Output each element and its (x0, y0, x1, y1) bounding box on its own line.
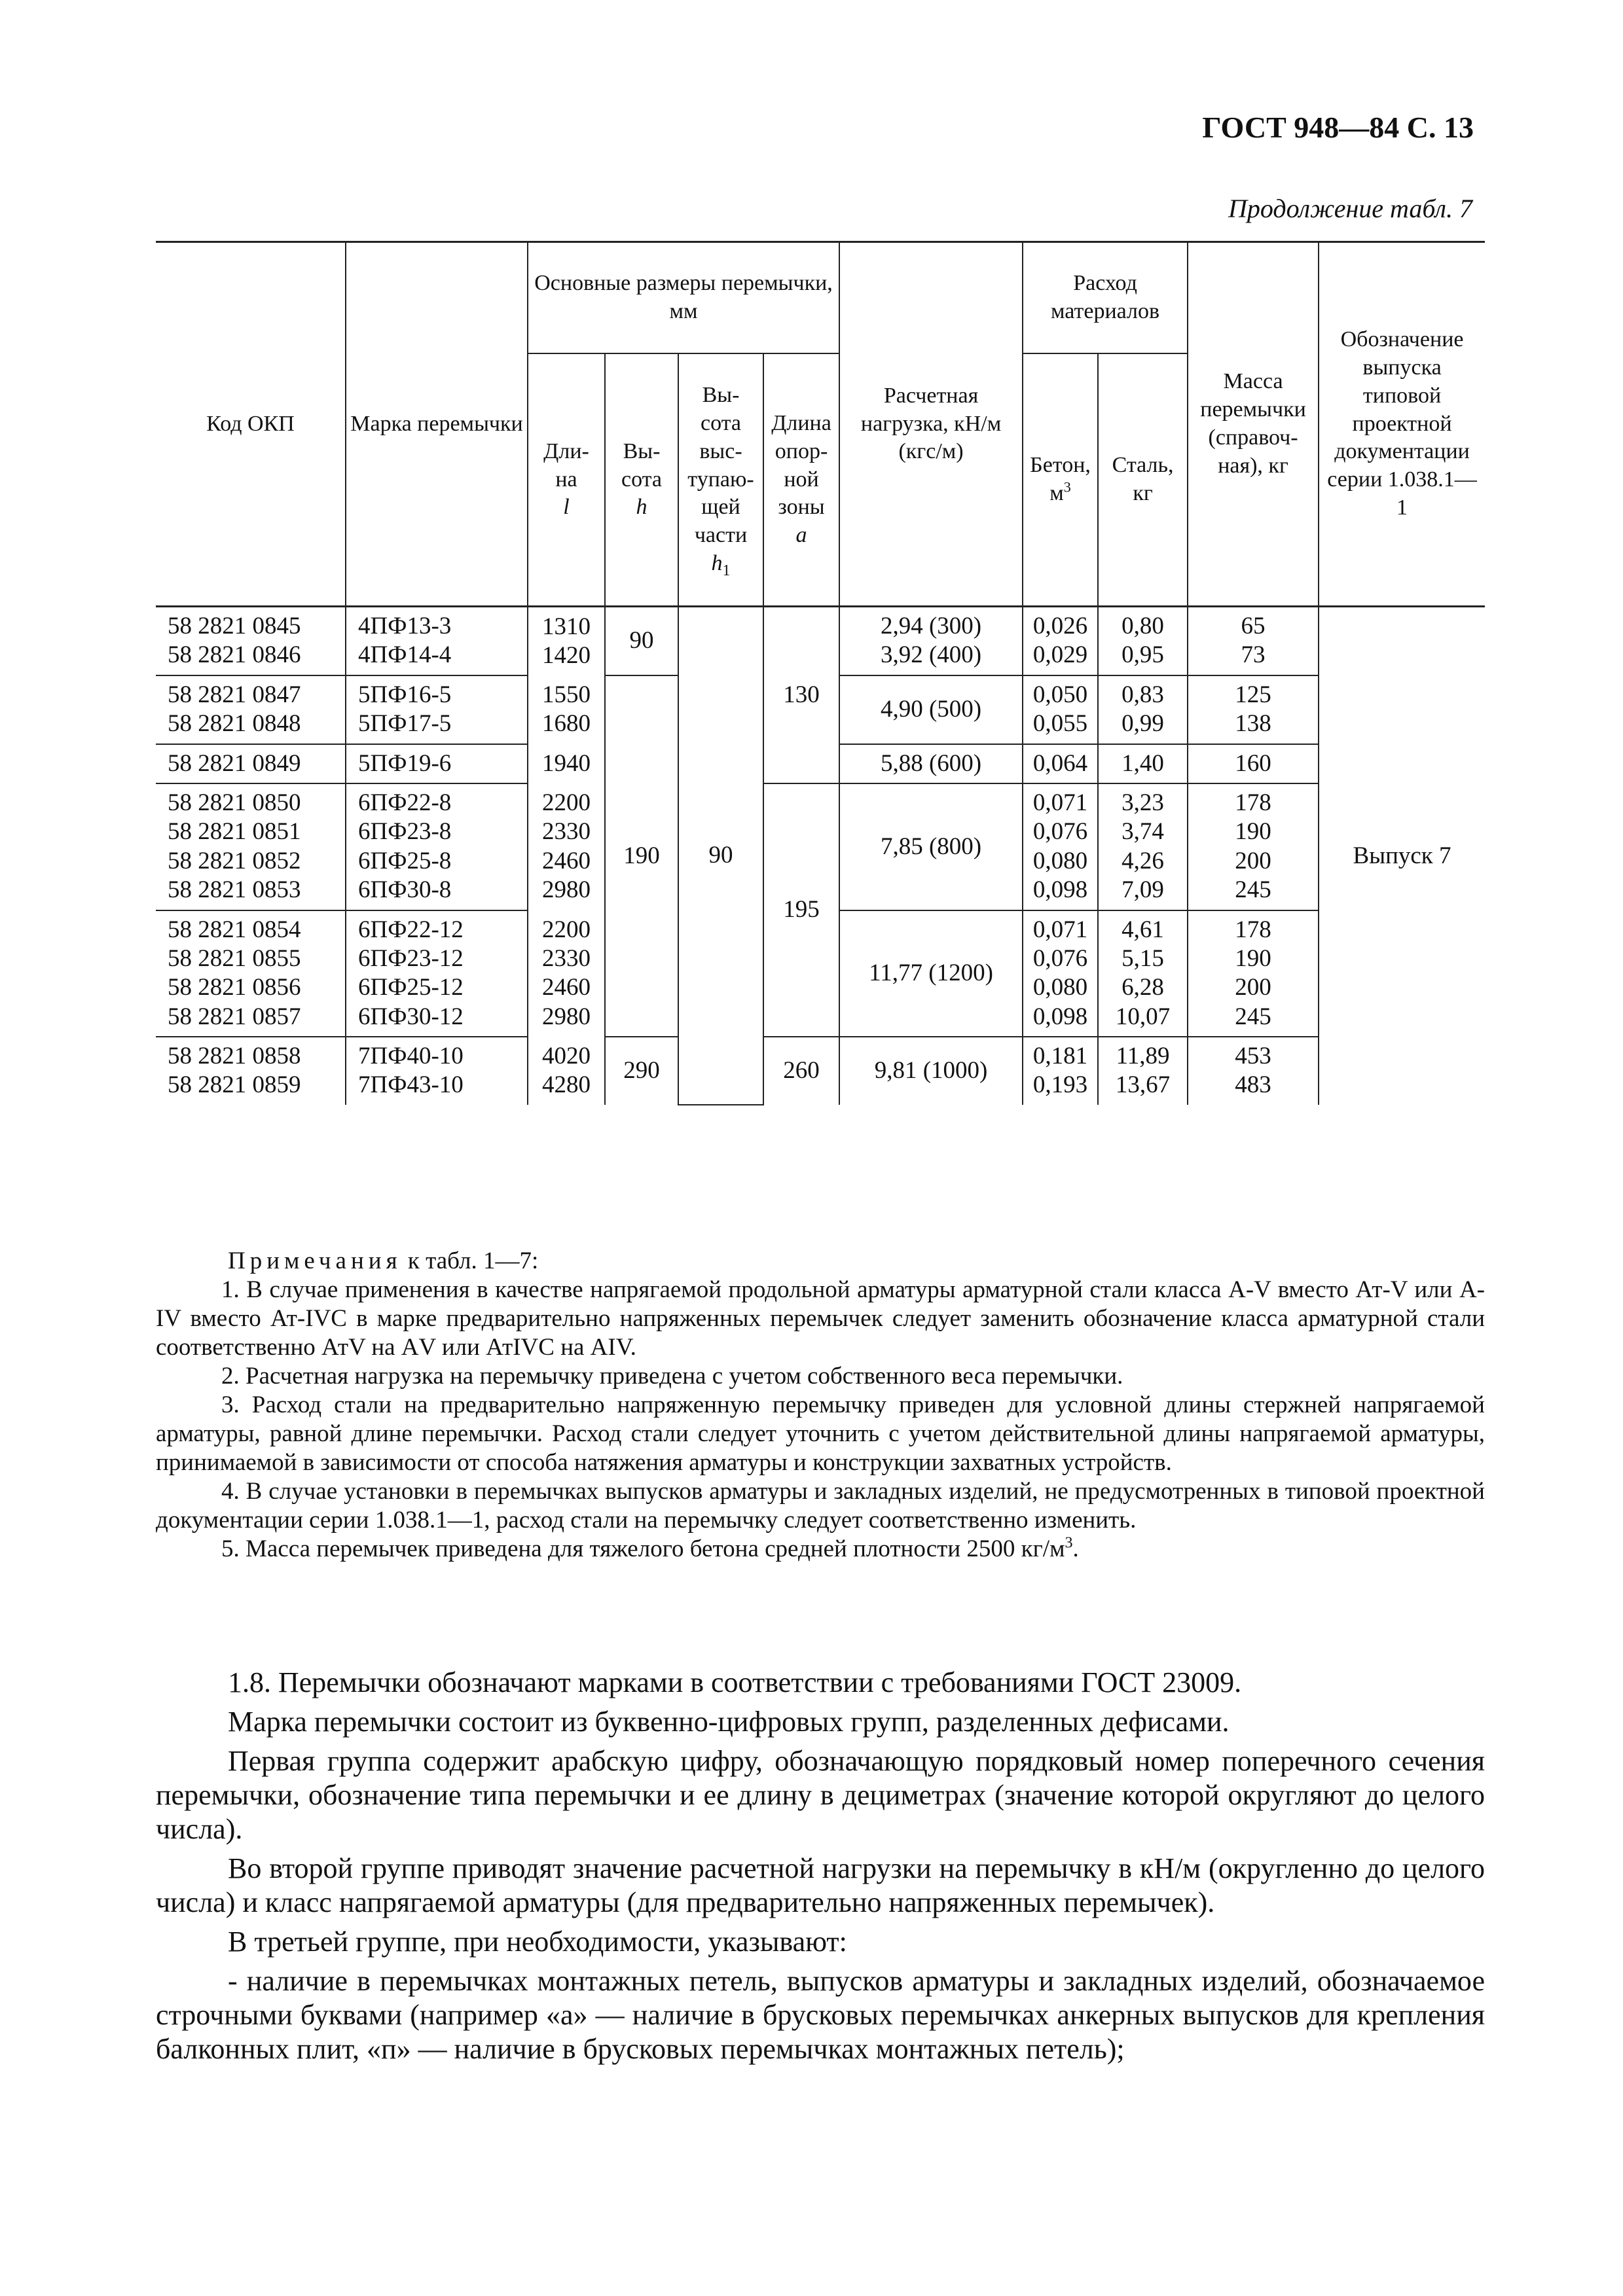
header-code: Код ОКП (156, 242, 346, 607)
cell-concrete: 0,026 0,029 (1023, 607, 1098, 675)
page-header: ГОСТ 948—84 С. 13 (1202, 111, 1474, 144)
cell-mass: 65 73 (1188, 607, 1319, 675)
cell-concrete: 0,071 0,076 0,080 0,098 (1023, 910, 1098, 1037)
cell-steel: 11,89 13,67 (1098, 1037, 1188, 1105)
cell-height: 290 (605, 1037, 678, 1105)
cell-load: 11,77 (1200) (839, 910, 1023, 1037)
header-steel: Сталь, кг (1098, 353, 1188, 607)
cell-steel: 1,40 (1098, 744, 1188, 783)
header-height: Вы- сота h (605, 353, 678, 607)
cell-steel: 4,61 5,15 6,28 10,07 (1098, 910, 1188, 1037)
cell-mark: 7ПФ40-10 7ПФ43-10 (346, 1037, 528, 1105)
header-mark: Марка перемычки (346, 242, 528, 607)
note-2: 2. Расчетная нагрузка на перемычку приведена с учетом собственного веса перемычки. (221, 1363, 1123, 1390)
note-1: 1. В случае применения в качестве напрягаемой продольной арматуры арматурной стали класса А-V вместо Ат-V или А-IV вместо Ат-IVС в марке предварительно напряженных перемычек следует заменить обозначение класса арматурной стали соответственно АтV на АV или АтIVС на АIV. (156, 1276, 1485, 1361)
cell-load: 2,94 (300) 3,92 (400) (839, 607, 1023, 675)
paragraph-group-2: Во второй группе приводят значение расчетной нагрузки на перемычку в кН/м (округленно до целого числа) и класс напрягаемой арматуры (для предварительно напряженных перемычек). (156, 1852, 1485, 1918)
notes (156, 1247, 1485, 1564)
cell-steel: 0,80 0,95 (1098, 607, 1188, 675)
cell-mark: 5ПФ16-5 5ПФ17-5 (346, 675, 528, 744)
header-support: Длина опор- ной зоны a (763, 353, 839, 607)
cell-steel: 0,83 0,99 (1098, 675, 1188, 744)
cell-mass: 178 190 200 245 (1188, 783, 1319, 910)
note-4: 4. В случае установки в перемычках выпусков арматуры и закладных изделий, не предусмотренных в типовой проектной документации серии 1.038.1—1, расход стали на перемычку следует соответственно изменить. (156, 1478, 1485, 1534)
header-designation: Обозначение выпуска типовой проектной документации серии 1.038.1—1 (1319, 242, 1485, 607)
cell-steel: 3,23 3,74 4,26 7,09 (1098, 783, 1188, 910)
cell-mark: 4ПФ13-3 4ПФ14-4 (346, 607, 528, 675)
header-concrete: Бетон, $м^3$ (1023, 353, 1098, 607)
cell-mark: 6ПФ22-8 6ПФ23-8 6ПФ25-8 6ПФ30-8 (346, 783, 528, 910)
cell-mass: 178 190 200 245 (1188, 910, 1319, 1037)
cell-load: 9,81 (1000) (839, 1037, 1023, 1105)
cell-concrete: 0,064 (1023, 744, 1098, 783)
cell-concrete: 0,181 0,193 (1023, 1037, 1098, 1105)
cell-code: 58 2821 0849 (156, 744, 346, 783)
header-main-dims: Основные размеры перемычки, мм (528, 242, 839, 354)
cell-mark: 5ПФ19-6 (346, 744, 528, 783)
paragraph-list-item: - наличие в перемычках монтажных петель, выпусков арматуры и закладных изделий, обозначаемое строчными буквами (например «а» — наличие в брусковых перемычках анкерных выпусков для крепления балконных плит, «п» — наличие в брусковых перемычках монтажных петель); (156, 1965, 1485, 2065)
cell-load: 7,85 (800) (839, 783, 1023, 910)
paragraph-group-3: В третьей группе, при необходимости, указывают: (228, 1926, 847, 1958)
table-row (156, 1037, 1485, 1105)
cell-mass: 125 138 (1188, 675, 1319, 744)
cell-length: 1310 1420 (528, 607, 605, 675)
table-body (156, 607, 1485, 1105)
body-text (156, 1666, 1485, 2072)
cell-length: 4020 4280 (528, 1037, 605, 1105)
paragraph-mark: Марка перемычки состоит из буквенно-цифровых групп, разделенных дефисами. (228, 1706, 1230, 1738)
cell-height: 90 (605, 607, 678, 675)
header-protrusion: Вы- сота выс- тупаю- щей части $h_1$ (678, 353, 763, 607)
cell-code: 58 2821 0847 58 2821 0848 (156, 675, 346, 744)
cell-length: 2200 2330 2460 2980 (528, 783, 605, 910)
notes-title: Примечания к табл. 1—7: (228, 1247, 539, 1274)
cell-support: 195 (763, 783, 839, 1037)
note-3: 3. Расход стали на предварительно напряженную перемычку приведен для условной длины стержней напрягаемой арматуры, равной длине перемычки. Расход стали следует уточнить с учетом действительной длины напрягаемой арматуры, принимаемой в зависимости от способа натяжения арматуры и конструкции захватных устройств. (156, 1391, 1485, 1476)
cell-support: 130 (763, 607, 839, 783)
cell-concrete: 0,050 0,055 (1023, 675, 1098, 744)
paragraph-group-1: Первая группа содержит арабскую цифру, обозначающую порядковый номер поперечного сечения перемычки, обозначение типа перемычки и ее длину в дециметрах (значение которой округляют до целого числа). (156, 1745, 1485, 1845)
cell-code: 58 2821 0845 58 2821 0846 (156, 607, 346, 675)
paragraph-1-8: 1.8. Перемычки обозначают марками в соответствии с требованиями ГОСТ 23009. (228, 1666, 1242, 1698)
header-materials: Расход материалов (1023, 242, 1188, 354)
cell-protrusion: 90 (678, 607, 763, 1105)
cell-support: 260 (763, 1037, 839, 1105)
header-length: Дли- на l (528, 353, 605, 607)
cell-load: 5,88 (600) (839, 744, 1023, 783)
table-caption: Продолжение табл. 7 (1228, 194, 1472, 223)
table-row (156, 607, 1485, 675)
cell-mass: 453 483 (1188, 1037, 1319, 1105)
cell-mass: 160 (1188, 744, 1319, 783)
cell-code: 58 2821 0854 58 2821 0855 58 2821 0856 58 2821 0857 (156, 910, 346, 1037)
header-mass: Масса перемычки (справоч- ная), кг (1188, 242, 1319, 607)
note-5: 5. Масса перемычек приведена для тяжелого бетона средней плотности 2500 $кг/м^3$. (221, 1534, 1079, 1562)
cell-height: 190 (605, 675, 678, 1037)
cell-load: 4,90 (500) (839, 675, 1023, 744)
cell-mark: 6ПФ22-12 6ПФ23-12 6ПФ25-12 6ПФ30-12 (346, 910, 528, 1037)
table-row (156, 783, 1485, 910)
cell-length: 1940 (528, 744, 605, 783)
cell-code: 58 2821 0858 58 2821 0859 (156, 1037, 346, 1105)
header-load: Расчетная нагрузка, кН/м (кгс/м) (839, 242, 1023, 607)
cell-length: 2200 2330 2460 2980 (528, 910, 605, 1037)
cell-concrete: 0,071 0,076 0,080 0,098 (1023, 783, 1098, 910)
cell-designation: Выпуск 7 (1319, 607, 1485, 1105)
cell-code: 58 2821 0850 58 2821 0851 58 2821 0852 58 2821 0853 (156, 783, 346, 910)
cell-length: 1550 1680 (528, 675, 605, 744)
table-7 (156, 241, 1485, 1105)
